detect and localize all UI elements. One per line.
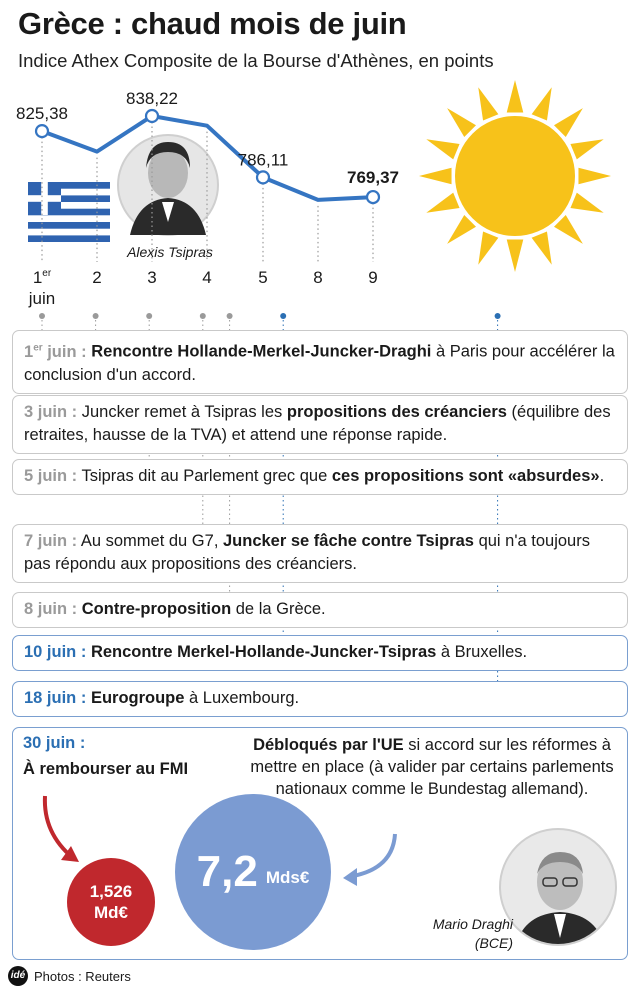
event-highlight: propositions des créanciers: [286, 403, 507, 421]
x-tick-label: 2: [92, 268, 102, 287]
sun-ray: [507, 80, 524, 113]
ue-amount: 7,2: [196, 847, 258, 896]
sun-ray: [478, 87, 498, 120]
event-text: de la Grèce.: [231, 600, 326, 618]
timeline-dot: [200, 313, 206, 319]
event-item: [12, 330, 628, 394]
event-text: .: [599, 467, 605, 485]
sun-ray: [478, 231, 498, 264]
event-highlight: Contre-proposition: [81, 600, 232, 618]
event-highlight: Eurogroupe: [90, 689, 185, 707]
page-title: Grèce : chaud mois de juin: [18, 6, 407, 41]
event-date: 5 juin :: [24, 467, 78, 485]
timeline-dot: [93, 313, 99, 319]
x-tick-label: 3: [147, 268, 157, 287]
event-item: [12, 395, 628, 454]
blue-arrow-icon: [353, 834, 395, 876]
timeline-dot: [146, 313, 152, 319]
event-date: 3 juin :: [24, 403, 78, 421]
tsipras-portrait-icon: [118, 135, 218, 235]
ide-logo-icon: idé: [8, 966, 28, 986]
event-text: Tsipras dit au Parlement grec que: [77, 467, 332, 485]
sun-ray: [532, 231, 552, 264]
draghi-portrait-icon: [499, 828, 617, 946]
final-date: 30 juin :: [23, 734, 86, 752]
event-date: 1er juin :: [24, 342, 87, 361]
draghi-caption: [393, 915, 513, 953]
data-point: [146, 110, 158, 122]
data-label: 769,37: [347, 168, 399, 188]
ue-bold: Débloqués par l'UE: [253, 736, 404, 754]
event-text: à Paris pour accélérer la conclusion d'un accord.: [24, 342, 615, 384]
timeline-dot: [280, 313, 286, 319]
timeline-dot: [227, 313, 233, 319]
imf-unit: Md€: [94, 903, 128, 922]
event-text: (équilibre des retraites, hausse de la TVA) et attend une réponse rapide.: [24, 403, 611, 444]
sun-ray: [447, 108, 476, 137]
event-item: [12, 524, 628, 583]
draghi-org: (BCE): [474, 935, 513, 951]
imf-amount: 1,526: [89, 882, 133, 901]
red-arrow-icon: [45, 796, 73, 858]
sun-ray: [447, 215, 476, 244]
timeline-dot: [495, 313, 501, 319]
data-label: 825,38: [16, 104, 68, 124]
footer: [8, 966, 131, 986]
timeline-dot: [39, 313, 45, 319]
event-text: qui n'a toujours pas répondu aux propositions des créanciers.: [24, 532, 590, 573]
greek-flag-icon: [28, 182, 110, 242]
event-highlight: Rencontre Hollande-Merkel-Juncker-Draghi: [91, 342, 432, 361]
ue-unit: Mds€: [265, 868, 310, 887]
sun-ray: [426, 193, 459, 213]
draghi-name: Mario Draghi: [432, 916, 513, 932]
sun-ray: [426, 139, 459, 159]
sun-ray: [507, 239, 524, 272]
event-highlight: Rencontre Merkel-Hollande-Juncker-Tsipras: [90, 643, 437, 661]
final-event-box: [12, 727, 628, 960]
event-item: [12, 635, 628, 671]
sun-ray: [570, 193, 603, 213]
event-highlight: Juncker se fâche contre Tsipras: [223, 532, 474, 550]
sun-ray: [554, 215, 583, 244]
x-tick-label: 1er: [32, 268, 52, 287]
data-point: [257, 171, 269, 183]
sun-ray: [578, 168, 611, 185]
data-point: [367, 191, 379, 203]
event-date: 8 juin :: [24, 600, 78, 618]
event-item: [12, 592, 628, 628]
event-text: à Bruxelles.: [436, 643, 528, 661]
event-text: Au sommet du G7,: [77, 532, 223, 550]
x-tick-suffix: juin: [28, 289, 56, 308]
sun-ray: [419, 168, 452, 185]
x-tick-label: 9: [368, 268, 378, 287]
imf-amount-circle: [67, 858, 155, 946]
ue-amount-circle: [175, 794, 331, 950]
event-date: 18 juin :: [24, 689, 87, 707]
event-date: 7 juin :: [24, 532, 78, 550]
tsipras-caption: Alexis Tsipras: [127, 244, 213, 260]
ue-text: si accord sur les réformes à mettre en place (à valider par certains parlements nationaux comme le Bundestag allemand).: [250, 736, 614, 798]
x-tick-label: 5: [258, 268, 268, 287]
x-tick-label: 8: [313, 268, 323, 287]
event-item: [12, 459, 628, 495]
event-text: à Luxembourg.: [184, 689, 300, 707]
x-tick-label: 4: [202, 268, 212, 287]
page-subtitle: Indice Athex Composite de la Bourse d'Athènes, en points: [18, 50, 494, 71]
data-point: [36, 125, 48, 137]
sun-icon: [419, 80, 611, 272]
event-date: 10 juin :: [24, 643, 87, 661]
sun-ray: [532, 87, 552, 120]
data-label: 786,11: [237, 150, 289, 170]
event-item: [12, 681, 628, 717]
sun-ray: [554, 108, 583, 137]
imf-label: À rembourser au FMI: [23, 760, 189, 778]
photo-credit: Photos : Reuters: [34, 968, 131, 984]
data-label: 838,22: [126, 88, 178, 108]
sun-ray: [570, 139, 603, 159]
event-text: Juncker remet à Tsipras les: [77, 403, 287, 421]
event-highlight: ces propositions sont «absurdes»: [331, 467, 600, 485]
blue-arrowhead-icon: [343, 868, 357, 886]
